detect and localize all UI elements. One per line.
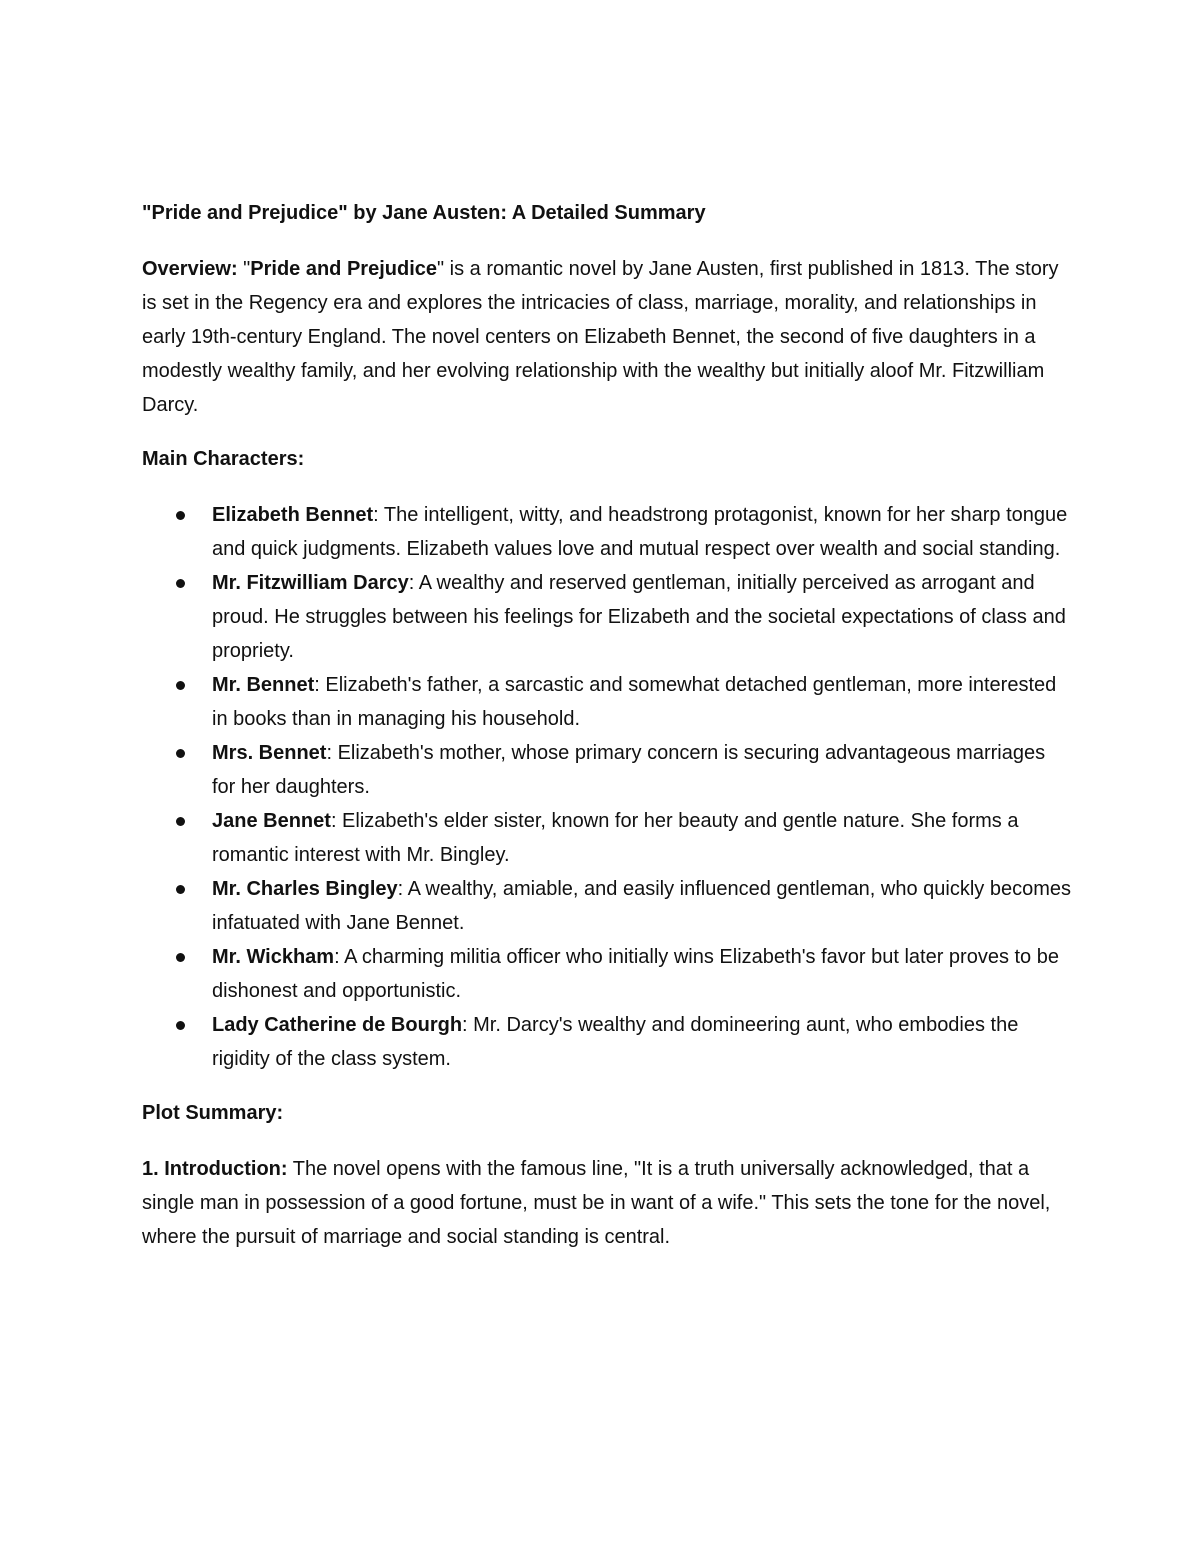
overview-text: " is a romantic novel by Jane Austen, first published in 1813. The story is set in the Regency era and explores the intricacies of class, marriage, morality, and relationships in early 19th-century England. The novel centers on Elizabeth Bennet, the second of five daughters in a modestly wealthy family, and her evolving relationship with the wealthy but initially aloof Mr. Fitzwilliam Darcy. bbox=[142, 258, 1059, 416]
character-name: Mr. Fitzwilliam Darcy bbox=[212, 572, 409, 594]
bullet-icon bbox=[176, 817, 185, 826]
bullet-icon bbox=[176, 885, 185, 894]
character-desc: : Elizabeth's elder sister, known for her beauty and gentle nature. She forms a romantic interest with Mr. Bingley. bbox=[212, 810, 1019, 866]
overview-paragraph bbox=[142, 252, 1072, 422]
overview-label: Overview: bbox=[142, 258, 238, 280]
list-item bbox=[142, 804, 1072, 872]
character-name: Lady Catherine de Bourgh bbox=[212, 1014, 463, 1036]
plot-intro-paragraph bbox=[142, 1152, 1072, 1254]
overview-book-title: Pride and Prejudice bbox=[250, 258, 437, 280]
bullet-icon bbox=[176, 681, 185, 690]
plot-intro-label: 1. Introduction: bbox=[142, 1158, 288, 1180]
bullet-icon bbox=[176, 1021, 185, 1030]
character-desc: : A wealthy, amiable, and easily influenced gentleman, who quickly becomes infatuated with Jane Bennet. bbox=[212, 878, 1071, 934]
list-item bbox=[142, 1008, 1072, 1076]
character-desc: : Elizabeth's father, a sarcastic and somewhat detached gentleman, more interested in books than in managing his household. bbox=[212, 674, 1057, 730]
list-item bbox=[142, 498, 1072, 566]
character-desc: : A wealthy and reserved gentleman, initially perceived as arrogant and proud. He struggles between his feelings for Elizabeth and the societal expectations of class and propriety. bbox=[212, 572, 1066, 662]
list-item bbox=[142, 566, 1072, 668]
character-name: Elizabeth Bennet bbox=[212, 504, 374, 526]
character-desc: : Elizabeth's mother, whose primary concern is securing advantageous marriages for her daughters. bbox=[212, 742, 1046, 798]
bullet-icon bbox=[176, 511, 185, 520]
plot-heading: Plot Summary: bbox=[142, 1102, 284, 1124]
list-item bbox=[142, 736, 1072, 804]
list-item bbox=[142, 872, 1072, 940]
character-desc: : The intelligent, witty, and headstrong protagonist, known for her sharp tongue and quick judgments. Elizabeth values love and mutual respect over wealth and social standing. bbox=[212, 504, 1068, 560]
list-item bbox=[142, 668, 1072, 736]
plot-intro-text: The novel opens with the famous line, "It is a truth universally acknowledged, that a single man in possession of a good fortune, must be in want of a wife." This sets the tone for the novel, where the pursuit of marriage and social standing is central. bbox=[142, 1158, 1051, 1248]
characters-heading: Main Characters: bbox=[142, 448, 305, 470]
character-desc: : Mr. Darcy's wealthy and domineering aunt, who embodies the rigidity of the class system. bbox=[212, 1014, 1019, 1070]
overview-quote-open: " bbox=[237, 258, 251, 280]
bullet-icon bbox=[176, 953, 185, 962]
document-title: "Pride and Prejudice" by Jane Austen: A Detailed Summary bbox=[142, 202, 706, 224]
bullet-icon bbox=[176, 749, 185, 758]
character-name: Mr. Wickham bbox=[212, 946, 335, 968]
character-name: Mr. Charles Bingley bbox=[212, 878, 398, 900]
character-name: Jane Bennet bbox=[212, 810, 331, 832]
character-desc: : A charming militia officer who initially wins Elizabeth's favor but later proves to be dishonest and opportunistic. bbox=[212, 946, 1059, 1002]
character-name: Mrs. Bennet bbox=[212, 742, 327, 764]
list-item bbox=[142, 940, 1072, 1008]
character-name: Mr. Bennet bbox=[212, 674, 315, 696]
document-page bbox=[142, 196, 1072, 1274]
bullet-icon bbox=[176, 579, 185, 588]
characters-list bbox=[142, 498, 1072, 1076]
